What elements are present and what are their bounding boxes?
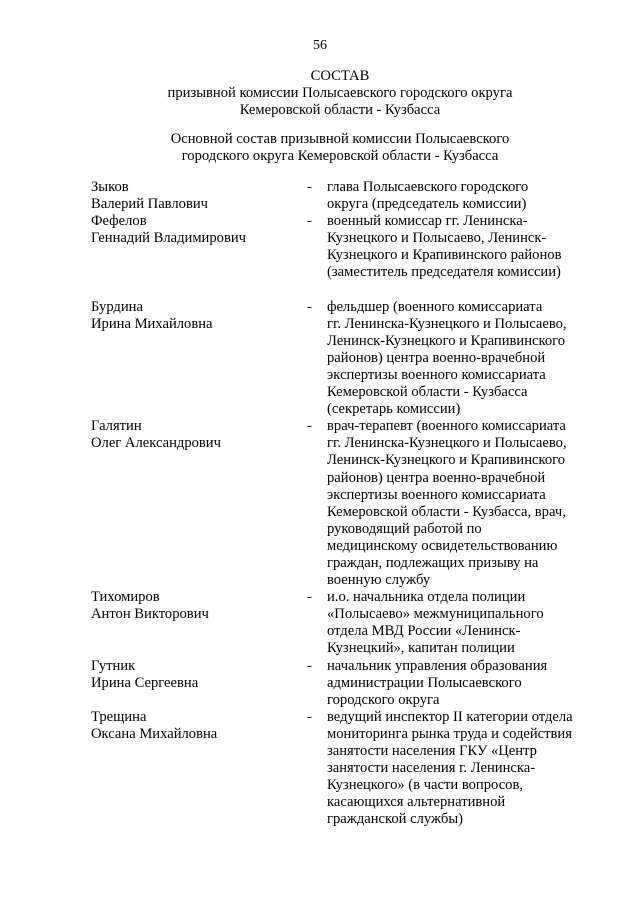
member-name: [91, 658, 307, 692]
role-line: касающихся альтернативной: [327, 794, 506, 811]
role-line: Кузнецкого» (в части вопросов,: [327, 777, 524, 794]
member-role: [327, 179, 597, 213]
member-given-name: Ирина Михайловна: [91, 315, 213, 332]
document-title: [60, 68, 620, 119]
role-line: Кемеровской области - Кузбасса: [327, 384, 528, 401]
member-given-name: Оксана Михайловна: [91, 725, 218, 742]
member-dash: -: [307, 298, 312, 315]
role-line: гг. Ленинска-Кузнецкого и Полысаево,: [327, 315, 567, 332]
member-name: [91, 589, 307, 623]
role-line: городского округа: [327, 691, 440, 708]
member-dash: -: [307, 213, 312, 230]
member-role: [327, 709, 597, 829]
member-name: [91, 709, 307, 743]
title-line-3: Кемеровской области - Кузбасса: [239, 102, 441, 118]
role-line: начальник управления образования: [327, 657, 548, 674]
role-line: фельдшер (военного комиссариата: [327, 298, 543, 315]
member-role: [327, 418, 597, 589]
member-dash: -: [307, 418, 312, 435]
role-line: администрации Полысаевского: [327, 674, 522, 691]
role-line: медицинскому освидетельствованию: [327, 537, 558, 554]
role-line: гражданской службы): [327, 811, 463, 828]
role-line: военную службу: [327, 572, 431, 589]
member-entry: [91, 418, 611, 589]
role-line: граждан, подлежащих призыву на: [327, 554, 539, 571]
page-number: 56: [313, 38, 327, 53]
role-line: занятости населения ГКУ «Центр: [327, 743, 537, 759]
role-line: военный комиссар гг. Ленинска-: [327, 213, 528, 230]
member-surname: Гутник: [91, 657, 136, 674]
title-line-1: СОСТАВ: [310, 68, 370, 84]
subtitle-line-2: городского округа Кемеровской области - Кузбасса: [181, 148, 499, 164]
member-role: [327, 658, 597, 709]
member-role: [327, 299, 597, 419]
member-given-name: Геннадий Владимирович: [91, 230, 247, 247]
member-name: [91, 299, 307, 333]
role-line: районов) центра военно-врачебной: [327, 469, 546, 486]
role-line: глава Полысаевского городского: [327, 179, 529, 195]
role-line: (секретарь комиссии): [327, 401, 461, 418]
member-dash: -: [307, 179, 312, 195]
role-line: «Полысаево» межмуниципального: [327, 606, 544, 623]
subtitle-line-1: Основной состав призывной комиссии Полысаевского: [170, 131, 510, 147]
role-line: экспертизы военного комиссариата: [327, 486, 546, 503]
member-entry: [91, 709, 611, 829]
role-line: Ленинск-Кузнецкого и Крапивинского: [327, 332, 566, 349]
role-line: районов) центра военно-врачебной: [327, 349, 546, 366]
role-line: Кузнецкого и Полысаево, Ленинск-: [327, 230, 547, 247]
member-dash: -: [307, 708, 312, 725]
member-surname: Трещина: [91, 708, 147, 725]
member-entry: [91, 658, 611, 709]
section-heading: [60, 131, 620, 165]
member-role: [327, 589, 597, 657]
member-given-name: Ирина Сергеевна: [91, 674, 199, 691]
member-entry: [91, 299, 611, 419]
member-entry: [91, 589, 611, 657]
member-given-name: Антон Викторович: [91, 606, 209, 623]
member-surname: Бурдина: [91, 298, 143, 315]
role-line: и.о. начальника отдела полиции: [327, 589, 526, 606]
members-list: [91, 179, 611, 828]
role-line: руководящий работой по: [327, 520, 482, 537]
role-line: гг. Ленинска-Кузнецкого и Полысаево,: [327, 435, 567, 452]
role-line: отдела МВД России «Ленинск-: [327, 623, 521, 640]
role-line: врач-терапевт (военного комиссариата: [327, 418, 566, 435]
role-line: ведущий инспектор II категории отдела: [327, 708, 573, 725]
role-line: мониторинга рынка труда и содействия: [327, 725, 572, 742]
member-given-name: Валерий Павлович: [91, 196, 208, 213]
member-surname: Тихомиров: [91, 589, 160, 606]
member-surname: Галятин: [91, 418, 142, 435]
role-line: занятости населения г. Ленинска-: [327, 760, 536, 777]
member-dash: -: [307, 657, 312, 674]
role-line: Кузнецкого и Крапивинского районов: [327, 247, 562, 264]
member-name: [91, 418, 307, 452]
member-role: [327, 213, 597, 281]
member-entry: [91, 213, 611, 281]
role-line: Кузнецкий», капитан полиции: [327, 640, 515, 657]
member-entry: [91, 179, 611, 213]
member-dash: -: [307, 589, 312, 606]
role-line: (заместитель председателя комиссии): [327, 264, 561, 281]
member-given-name: Олег Александрович: [91, 435, 221, 452]
member-surname: Зыков: [91, 179, 129, 195]
member-name: [91, 179, 307, 213]
member-name: [91, 213, 307, 247]
role-line: Ленинск-Кузнецкого и Крапивинского: [327, 452, 566, 469]
role-line: Кемеровской области - Кузбасса, врач,: [327, 503, 566, 520]
member-surname: Фефелов: [91, 213, 147, 230]
title-line-2: призывной комиссии Полысаевского городского округа: [167, 85, 513, 101]
role-line: округа (председатель комиссии): [327, 196, 527, 213]
role-line: экспертизы военного комиссариата: [327, 366, 546, 383]
